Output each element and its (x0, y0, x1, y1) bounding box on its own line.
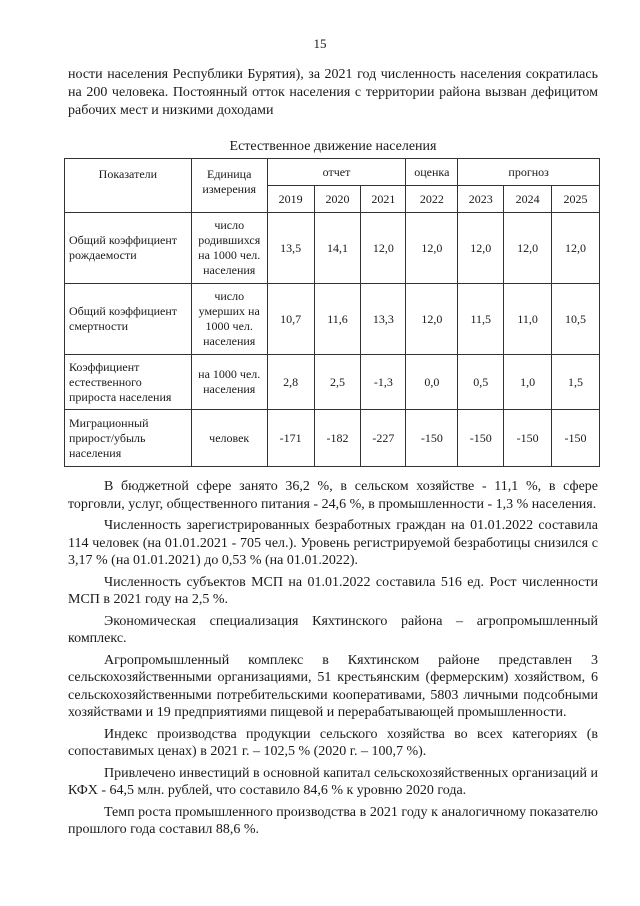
table-cell: 12,0 (504, 213, 552, 284)
table-cell: 13,3 (361, 284, 406, 355)
table-row (65, 410, 600, 467)
table-cell: 14,1 (314, 213, 361, 284)
row-label: Общий коэффициент смертности (65, 284, 192, 355)
group-header-forecast: прогноз (458, 159, 600, 186)
row-label: Миграционный прирост/убыль населения (65, 410, 192, 467)
year-header: 2021 (361, 186, 406, 213)
table-cell: 12,0 (361, 213, 406, 284)
row-label: Общий коэффициент рождаемости (65, 213, 192, 284)
table-cell: 11,0 (504, 284, 552, 355)
row-label: Коэффициент естественного прироста населения (65, 355, 192, 410)
col-header-indicator: Показатели (65, 159, 192, 213)
paragraph-employment: В бюджетной сфере занято 36,2 %, в сельском хозяйстве - 11,1 %, в сфере торговли, услуг, общественного питания - 24,6 %, в промышленности - 1,3 % населения. (68, 479, 598, 512)
year-header: 2023 (458, 186, 504, 213)
table-cell: 11,6 (314, 284, 361, 355)
table-cell: 1,5 (552, 355, 600, 410)
population-table (64, 158, 600, 467)
table-cell: -227 (361, 410, 406, 467)
table-cell: 12,0 (406, 213, 458, 284)
table-cell: -171 (267, 410, 314, 467)
paragraph-msp: Численность субъектов МСП на 01.01.2022 составила 516 ед. Рост численности МСП в 2021 году на 2,5 %. (68, 574, 598, 607)
table-cell: -1,3 (361, 355, 406, 410)
year-header: 2025 (552, 186, 600, 213)
year-header: 2024 (504, 186, 552, 213)
paragraph-unemployment: Численность зарегистрированных безработных граждан на 01.01.2022 составила 114 человек (на 01.01.2021 - 705 чел.). Уровень регистрируемой безработицы снизился с 3,17 % (на 01.01.2021) до 0,53 % (на 01.01.2022). (68, 518, 598, 568)
page-number: 15 (313, 36, 327, 51)
table-cell: -150 (504, 410, 552, 467)
intro-paragraph: ности населения Республики Бурятия), за 2021 год численность населения сократилась на 200 человека. Постоянный отток населения с территории района вызван дефицитом рабочих мест и низкими доходами (68, 67, 598, 118)
table-caption: Естественное движение населения (229, 139, 437, 154)
paragraph-specialization: Экономическая специализация Кяхтинского района – агропромышленный комплекс. (68, 613, 598, 646)
group-header-estimate: оценка (406, 159, 458, 186)
year-header: 2020 (314, 186, 361, 213)
table-cell: 1,0 (504, 355, 552, 410)
year-header: 2019 (267, 186, 314, 213)
row-unit: на 1000 чел. населения (191, 355, 267, 410)
table-row (65, 284, 600, 355)
paragraph-industry-growth: Темп роста промышленного производства в 2021 году к аналогичному показателю прошлого года составил 88,6 %. (68, 804, 598, 837)
table-cell: -150 (406, 410, 458, 467)
paragraph-agro-complex: Агропромышленный комплекс в Кяхтинском районе представлен 3 сельскохозяйственными организациями, 51 крестьянским (фермерским) хозяйством, 6 сельскохозяйственными потребительскими кооперативами, 5803 личными подсобными хозяйствами и 19 предприятиями пищевой и перерабатывающей промышленности. (68, 652, 598, 720)
body-text (68, 478, 598, 843)
year-header: 2022 (406, 186, 458, 213)
table-cell: -150 (552, 410, 600, 467)
table-cell: 2,8 (267, 355, 314, 410)
table-cell: 12,0 (458, 213, 504, 284)
table-cell: -150 (458, 410, 504, 467)
table-cell: 12,0 (406, 284, 458, 355)
table-cell: 10,7 (267, 284, 314, 355)
col-header-unit: Единица измерения (191, 159, 267, 213)
table-cell: 13,5 (267, 213, 314, 284)
table-row (65, 213, 600, 284)
row-unit: число умерших на 1000 чел. населения (191, 284, 267, 355)
paragraph-investment: Привлечено инвестиций в основной капитал сельскохозяйственных организаций и КФХ - 64,5 млн. рублей, что составило 84,6 % к уровню 2020 года. (68, 765, 598, 798)
row-unit: число родившихся на 1000 чел. населения (191, 213, 267, 284)
table-cell: -182 (314, 410, 361, 467)
table-cell: 11,5 (458, 284, 504, 355)
table-cell: 0,0 (406, 355, 458, 410)
table-cell: 10,5 (552, 284, 600, 355)
table-cell: 0,5 (458, 355, 504, 410)
group-header-report: отчет (267, 159, 406, 186)
row-unit: человек (191, 410, 267, 467)
paragraph-agro-index: Индекс производства продукции сельского хозяйства во всех категориях (в сопоставимых ценах) в 2021 г. – 102,5 % (2020 г. – 100,7 %). (68, 726, 598, 759)
table-row (65, 355, 600, 410)
table-cell: 12,0 (552, 213, 600, 284)
table-cell: 2,5 (314, 355, 361, 410)
